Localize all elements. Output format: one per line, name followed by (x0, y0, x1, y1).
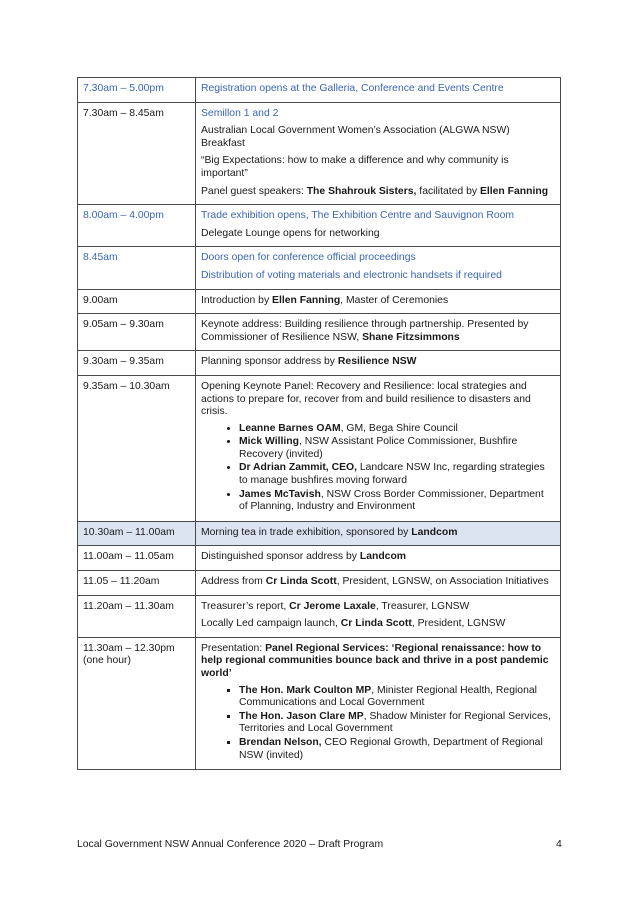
table-row (78, 247, 561, 289)
mc-name: Ellen Fanning (272, 294, 341, 306)
speaker-name: Mick Willing (239, 436, 299, 448)
table-row (78, 571, 561, 596)
row-time: 9.05am – 9.30am (78, 314, 196, 351)
doors-text: Doors open for conference official proceedings (201, 252, 416, 264)
trade-text: Trade exhibition opens, The Exhibition Centre and Sauvignon Room (201, 210, 515, 222)
venue-text: Semillon 1 and 2 (201, 107, 279, 119)
speaker-list (201, 685, 555, 763)
presentation-prefix: Presentation: (201, 642, 266, 654)
list-item (239, 423, 555, 436)
list-item (239, 685, 555, 710)
row-time: 9.30am – 9.35am (78, 351, 196, 376)
treasurer-suffix: , Treasurer, LGNSW (375, 600, 470, 612)
speaker-name: The Hon. Jason Clare MP (239, 710, 364, 722)
intro-prefix: Introduction by (201, 294, 273, 306)
speaker-desc: , NSW Cross Border Commissioner, Department of Planning, Industry and Environment (239, 488, 544, 513)
footer-title: Local Government NSW Annual Conference 2020 – Draft Program (77, 839, 384, 850)
row-time (78, 637, 196, 769)
address-prefix: Address from (201, 576, 266, 588)
sponsor-text: Planning sponsor address by (201, 356, 338, 368)
row-desc (196, 314, 561, 351)
row-desc (196, 521, 561, 546)
voting-text: Distribution of voting materials and electronic handsets if required (201, 269, 502, 281)
list-item (239, 711, 555, 736)
treasurer-prefix: Treasurer’s report, (201, 600, 290, 612)
row-desc (196, 205, 561, 247)
row-desc (196, 351, 561, 376)
row-time-note: (one hour) (83, 655, 131, 667)
lounge-text: Delegate Lounge opens for networking (201, 227, 380, 239)
table-row (78, 314, 561, 351)
panel-facilitator: Ellen Fanning (479, 185, 549, 197)
row-desc (196, 571, 561, 596)
row-time: 11.20am – 11.30am (78, 595, 196, 637)
presentation-title: Panel Regional Services: ‘Regional renaissance: how to help regional communities bounce back and thrive in a post pandemic world’ (201, 642, 549, 679)
event-text: Australian Local Government Women’s Association (ALGWA NSW) Breakfast (201, 125, 510, 149)
speaker-desc: , NSW Assistant Police Commissioner, Bushfire Recovery (invited) (239, 436, 518, 460)
speaker-desc: , Shadow Minister for Regional Services, Territories and Local Government (239, 710, 551, 735)
table-row (78, 205, 561, 247)
speaker-name: The Hon. Mark Coulton MP (239, 684, 372, 696)
row-time: 7.30am – 5.00pm (78, 78, 196, 103)
row-time: 9.35am – 10.30am (78, 375, 196, 521)
table-row (78, 289, 561, 314)
speaker-name: Dr Adrian Zammit, CEO, (239, 462, 357, 474)
panel-prefix: Panel guest speakers: (201, 185, 307, 197)
address-suffix: , President, LGNSW, on Association Initiatives (336, 576, 549, 588)
row-time: 7.30am – 8.45am (78, 102, 196, 205)
list-item (239, 737, 555, 762)
morning-tea-text: Morning tea in trade exhibition, sponsored by (201, 526, 412, 538)
list-item (239, 462, 555, 487)
row-desc (196, 375, 561, 521)
registration-text: Registration opens at the Galleria, Conference and Events Centre (201, 83, 504, 94)
campaign-prefix: Locally Led campaign launch, (201, 618, 341, 630)
row-time: 11.00am – 11.05am (78, 546, 196, 571)
keynote-text: Keynote address: Building resilience through partnership. Presented by Commissioner of Resilience NSW, (201, 319, 529, 343)
speaker-desc: , Minister Regional Health, Regional Communications and Local Government (239, 684, 537, 709)
table-row (78, 351, 561, 376)
row-desc (196, 247, 561, 289)
row-desc (196, 546, 561, 571)
speaker-desc: Landcare NSW Inc, regarding strategies to manage bushfires moving forward (239, 462, 545, 487)
speaker-desc: CEO Regional Growth, Department of Regional NSW (invited) (239, 736, 543, 761)
row-desc (196, 102, 561, 205)
row-time: 10.30am – 11.00am (78, 521, 196, 546)
morning-tea-sponsor: Landcom (411, 526, 458, 538)
table-row (78, 78, 561, 103)
panel-name: The Shahrouk Sisters, (306, 185, 417, 197)
row-time: 8.00am – 4.00pm (78, 205, 196, 247)
campaign-name: Cr Linda Scott (340, 618, 412, 630)
speaker-name: Leanne Barnes OAM (239, 422, 341, 434)
speaker-desc: , GM, Bega Shire Council (340, 422, 458, 434)
panel-intro: Opening Keynote Panel: Recovery and Resilience: local strategies and actions to prepare for, recover from and build resilience to disasters and crisis. (201, 380, 531, 418)
program-table (77, 77, 561, 770)
row-desc (196, 78, 561, 103)
table-row (78, 637, 561, 769)
quote-text: “Big Expectations: how to make a difference and why community is important” (201, 155, 509, 179)
row-desc (196, 637, 561, 769)
list-item (239, 436, 555, 461)
campaign-suffix: , President, LGNSW (411, 618, 506, 630)
table-row (78, 521, 561, 546)
table-row (78, 375, 561, 521)
row-time: 11.05 – 11.20am (78, 571, 196, 596)
panel-text (201, 186, 555, 199)
row-time: 9.00am (78, 289, 196, 314)
row-time-main: 11.30am – 12.30pm (83, 642, 175, 654)
row-desc (196, 289, 561, 314)
speaker-name: James McTavish (239, 488, 321, 500)
treasurer-name: Cr Jerome Laxale (289, 600, 376, 612)
row-desc (196, 595, 561, 637)
speaker-name: Brendan Nelson, (239, 736, 322, 748)
treasurer-line (201, 601, 555, 614)
list-item (239, 489, 555, 514)
table-row (78, 102, 561, 205)
distinguished-sponsor: Landcom (359, 551, 407, 563)
table-row (78, 595, 561, 637)
panel-mid: facilitated by (416, 185, 480, 197)
sponsor-name: Resilience NSW (337, 356, 417, 368)
speaker-list (201, 423, 555, 514)
keynote-name: Shane Fitzsimmons (362, 331, 460, 343)
campaign-line (201, 618, 555, 631)
page-number: 4 (556, 839, 562, 850)
intro-suffix: , Master of Ceremonies (340, 294, 449, 306)
row-time: 8.45am (78, 247, 196, 289)
table-row (78, 546, 561, 571)
distinguished-text: Distinguished sponsor address by (201, 551, 360, 563)
president-name: Cr Linda Scott (265, 576, 337, 588)
